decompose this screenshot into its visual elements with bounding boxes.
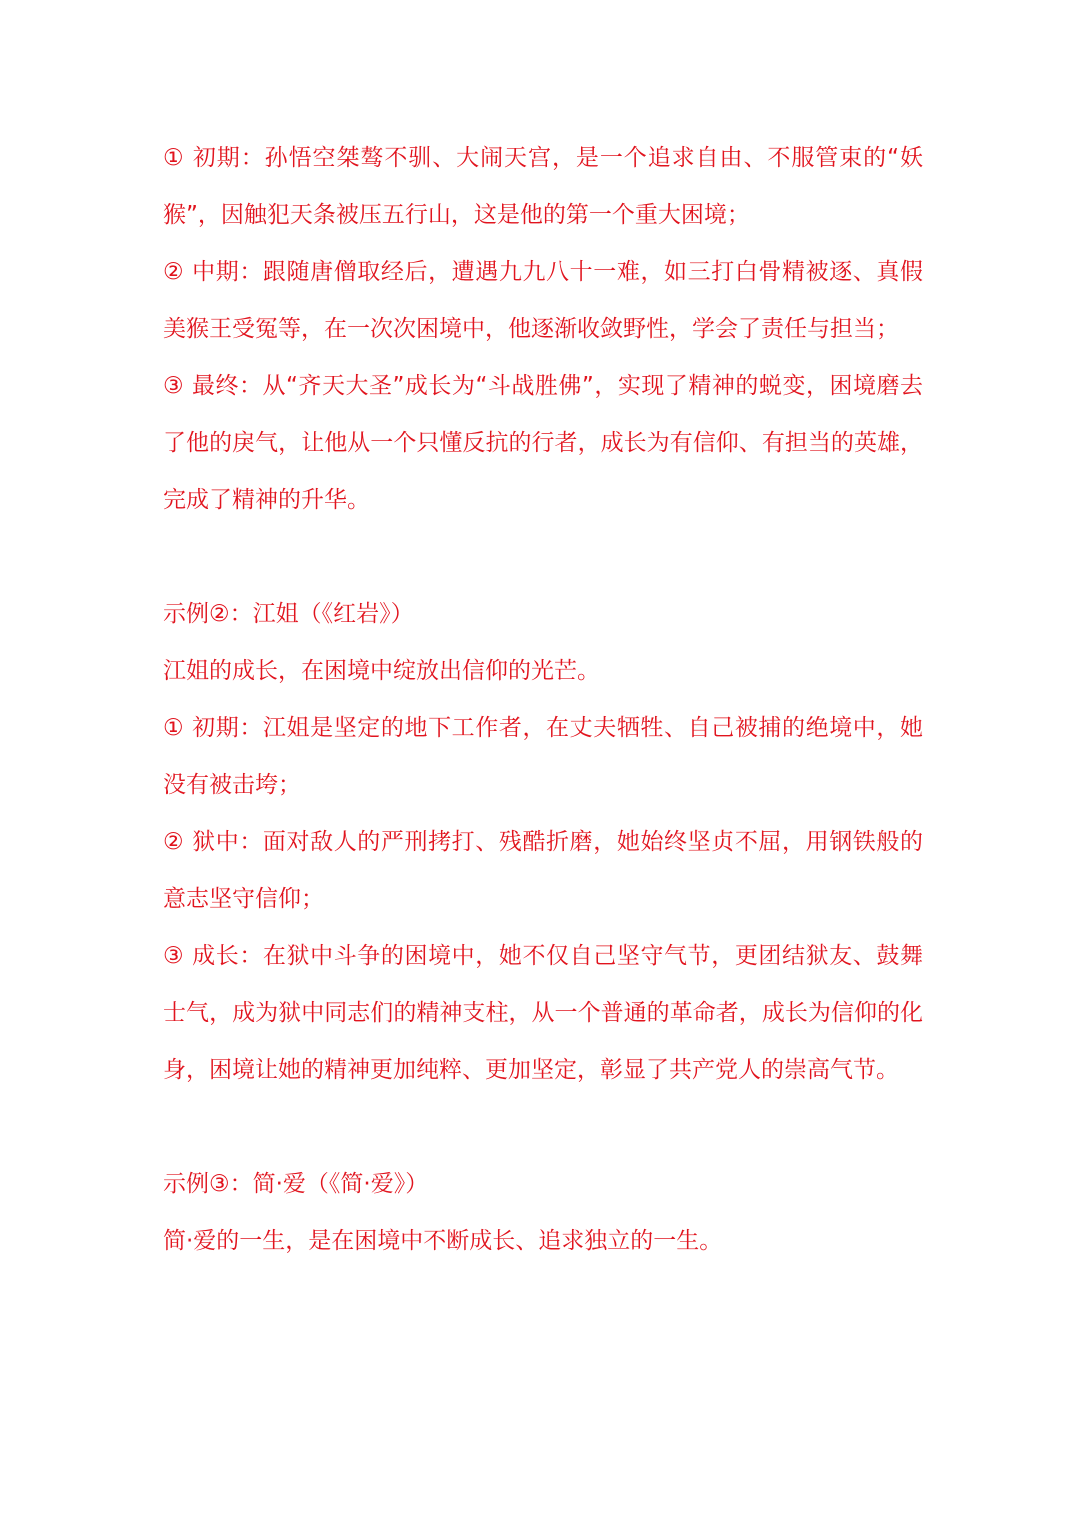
- wukong-middle-stage: ② 中期：跟随唐僧取经后，遭遇九九八十一难，如三打白骨精被逐、真假美猴王受冤等，在一次次困境中，他逐渐收敛野性，学会了责任与担当；: [163, 259, 923, 342]
- wukong-early-stage: ① 初期：孙悟空桀骜不驯、大闹天宫，是一个追求自由、不服管束的“妖猴”，因触犯天条被压五行山，这是他的第一个重大困境；: [163, 145, 923, 228]
- jiangjie-early-stage: ① 初期：江姐是坚定的地下工作者，在丈夫牺牲、自己被捕的绝境中，她没有被击垮；: [163, 715, 923, 798]
- section-gap: [163, 529, 923, 586]
- document-page: [163, 130, 923, 1270]
- section-gap: [163, 1099, 923, 1156]
- jiangjie-growth-stage: ③ 成长：在狱中斗争的困境中，她不仅自己坚守气节，更团结狱友、鼓舞士气，成为狱中同志们的精神支柱，从一个普通的革命者，成长为信仰的化身，困境让她的精神更加纯粹、更加坚定，彰显了共产党人的崇高气节。: [163, 943, 923, 1083]
- janeeyre-summary: 简·爱的一生，是在困境中不断成长、追求独立的一生。: [163, 1228, 723, 1254]
- example-2-heading: 示例②：江姐（《红岩》）: [163, 601, 414, 627]
- jiangjie-prison-stage: ② 狱中：面对敌人的严刑拷打、残酷折磨，她始终坚贞不屈，用钢铁般的意志坚守信仰；: [163, 829, 923, 912]
- example-3-heading: 示例③：简·爱（《简·爱》）: [163, 1171, 429, 1197]
- wukong-final-stage: ③ 最终：从“齐天大圣”成长为“斗战胜佛”，实现了精神的蜕变，困境磨去了他的戾气，让他从一个只懂反抗的行者，成长为有信仰、有担当的英雄，完成了精神的升华。: [163, 373, 923, 513]
- jiangjie-summary: 江姐的成长，在困境中绽放出信仰的光芒。: [163, 658, 600, 684]
